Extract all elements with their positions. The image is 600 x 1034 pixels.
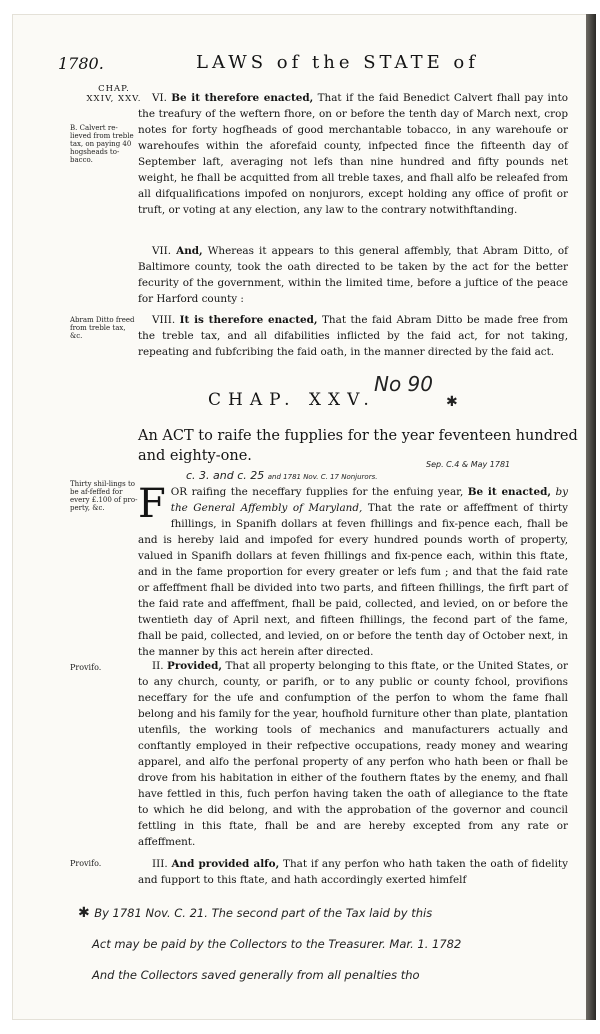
- act-text: That the rate or affeffment of thirty fhillings, in Spanifh dollars at feven fhillings and fix-pence each, fhall be and is hereby laid and impofed for every hundred pounds worth of property, valued in Spanifh dollars at feven fhillings and fix-pence each, within this ftate, and in the fame proportion for every greater or lefs fum ; and that the faid rate or affeffment fhall be divided into two parts, and fifteen fhillings, the firft part of the faid rate and affeffment, fhall be paid, collected, and levied, on or before the twentieth day of April next, and fifteen fhillings, the fecond part of the fame, fhall be paid, collected, and levied, on or before the tenth day of October next, in the manner by this act herein after directed.: [138, 502, 568, 658]
- handwritten-reference-main: c. 3. and c. 25: [186, 469, 265, 482]
- handwritten-dates: Sep. C.4 & May 1781: [426, 460, 511, 469]
- act-enactment: Be it enacted,: [467, 486, 551, 498]
- handwritten-footnote: [78, 898, 578, 991]
- act-assembly: by the General Affembly of Maryland,: [170, 486, 568, 514]
- section-8-enactment: It is therefore enacted,: [179, 314, 318, 326]
- section-8-text: That the faid Abram Ditto be made free from the treble tax, and all difabilities inflicted by the faid act, for not taking, repeating and fubfcribing the faid oath, in the manner directed by the faid act.: [138, 314, 568, 358]
- section-2-text: That all property belonging to this ftate, or the United States, or to any church, county, or parifh, or to any public or county fchool, provifions neceffary for the ufe and confumption of the perfon to whom the fame fhall belong and his family for the year, houfhold furniture other than plate, plantation utenfils, the working tools of mechanics and manufacturers actually and conftantly employed in their refpective occupations, ready money and wearing apparel, and alfo the perfonal property of any perfon who hath been or fhall be drove from his habitation in either of the fouthern ftates by the enemy, and fhall have fettled in this, fuch perfon having taken the oath of allegiance to the ftate to which he did belong, and with the approbation of the governor and council fettling in this ftate, fhall be and are hereby excepted from any rate or affeffment.: [138, 660, 569, 848]
- margin-note-ditto: Abram Ditto freed from treble tax, &c.: [70, 316, 135, 340]
- drop-cap: F: [138, 481, 166, 527]
- section-6-enactment: Be it therefore enacted,: [171, 92, 314, 104]
- section-6: [138, 90, 568, 218]
- book-spine-shadow: [586, 14, 596, 1020]
- chapter-side-label: CHAP. XXIV, XXV.: [86, 84, 142, 104]
- handwritten-star: ✱: [446, 394, 458, 410]
- margin-note-shillings: Thirty shil-lings to be af-feffed for every £.100 of pro-perty, &c.: [70, 480, 138, 512]
- section-3-number: III.: [152, 858, 168, 870]
- section-3: [138, 856, 568, 888]
- handwritten-reference: [186, 469, 377, 482]
- section-7-number: VII.: [152, 245, 172, 257]
- act-body: [138, 481, 568, 660]
- footnote-line-1: ✱ By 1781 Nov. C. 21. The second part of the Tax laid by this: [78, 905, 433, 921]
- footnote-line-3: And the Collectors saved generally from all penalties tho: [92, 968, 420, 982]
- section-2: [138, 658, 568, 850]
- margin-note-proviso-1: Provifo.: [70, 663, 102, 672]
- section-6-number: VI.: [152, 92, 167, 104]
- section-6-text: That if the faid Benedict Calvert fhall pay into the treafury of the weftern fhore, on or before the tenth day of March next, crop notes for forty hogfheads of good merchantable tobacco, in any warehoufe or warehoufes within the aforefaid county, infpected fince the fifteenth day of September laft, averaging not lefs than nine hundred and fifty pounds net weight, he fhall be acquitted from all treble taxes, and fhall alfo be releafed from all difqualifications impofed on nonjurors, except holding any office of profit or truft, or voting at any election, any law to the contrary notwithftanding.: [138, 92, 569, 216]
- act-title: An ACT to raife the fupplies for the year feventeen hundred and eighty-one.: [138, 428, 578, 464]
- section-7: [138, 243, 568, 307]
- section-3-proviso: And provided alfo,: [171, 858, 280, 870]
- chapter-heading: CHAP. XXV.: [208, 390, 376, 410]
- margin-note-proviso-2: Provifo.: [70, 859, 102, 868]
- section-2-number: II.: [152, 660, 164, 672]
- handwritten-number: No 90: [374, 372, 434, 396]
- section-3-text: That if any perfon who hath taken the oath of fidelity and fupport to this ftate, and hath accordingly exerted himfelf: [138, 858, 568, 886]
- section-7-text: Whereas it appears to this general affembly, that Abram Ditto, of Baltimore county, took the oath directed to be taken by the act for the better fecurity of the government, within the limited time, before a juftice of the peace for Harford county :: [138, 245, 568, 305]
- section-2-proviso: Provided,: [167, 660, 222, 672]
- page-header: [58, 50, 498, 80]
- section-8: [138, 312, 568, 360]
- margin-note-calvert: B. Calvert re-lieved from treble tax, on paying 40 hogsheads to-bacco.: [70, 124, 134, 164]
- handwritten-reference-note: and 1781 Nov. C. 17 Nonjurors.: [267, 473, 378, 481]
- act-opening: OR raifing the neceffary fupplies for the enfuing year,: [170, 486, 464, 498]
- section-7-enactment: And,: [176, 245, 203, 257]
- running-head: LAWS of the STATE of: [196, 52, 479, 73]
- page-number: 1780.: [58, 54, 104, 73]
- footnote-line-2: Act may be paid by the Collectors to the Treasurer. Mar. 1. 1782: [92, 937, 462, 951]
- section-8-number: VIII.: [152, 314, 176, 326]
